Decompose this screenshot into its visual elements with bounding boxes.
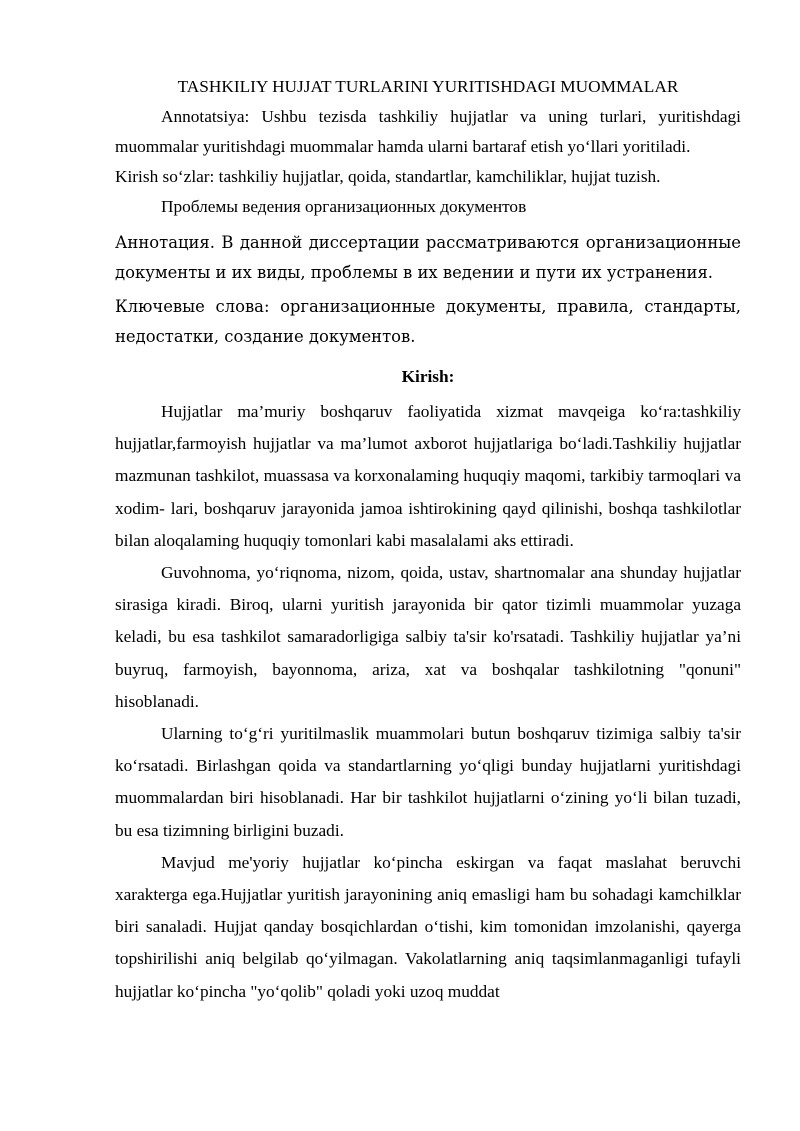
annotation-uz: Annotatsiya: Ushbu tezisda tashkiliy hujjatlar va uning turlari, yuritishdagi muommalar yuritishdagi muommalar hamda ularni bartaraf etish yo‘llari yoritiladi. — [115, 107, 741, 156]
body-paragraph-3: Ularning to‘g‘ri yuritilmaslik muammolari butun boshqaruv tizimiga salbiy ta'sir ko‘rsatadi. Birlashgan qoida va standartlarning yo‘qligi bunday hujjatlarni yuritishdagi muommalardan biri hisoblanadi. Har bir tashkilot hujjatlarni o‘zining yo‘li bilan tuzadi, bu esa tizimning birligini buzadi. — [115, 724, 741, 840]
body-paragraph-4: Mavjud me'yoriy hujjatlar ko‘pincha eskirgan va faqat maslahat beruvchi xarakterga ega.Hujjatlar yuritish jarayonining aniq emasligi ham bu sohadagi kamchilklar biri sanaladi. Hujjat qanday bosqichlardan o‘tishi, kim tomonidan imzolanishi, qayerga topshirilishi aniq belgilab qo‘yilmagan. Vakolatlarning aniq taqsimlanmaganligi tufayli hujjatlar ko‘pincha "yo‘qolib" qoladi yoki uzoq muddat — [115, 852, 741, 1001]
annotation-ru: Аннотация. В данной диссертации рассматриваются организационные документы и их виды, проблемы в их ведении и пути их устранения. — [115, 233, 741, 282]
body-paragraph-2: Guvohnoma, yo‘riqnoma, nizom, qoida, ustav, shartnomalar ana shunday hujjatlar sirasiga kiradi. Biroq, ularni yuritish jarayonida bir qator tizimli muammolar yuzaga keladi, bu esa tashkilot samaradorligiga salbiy ta'sir ko'rsatadi. Tashkiliy hujjatlar ya’ni buyruq, farmoyish, bayonnoma, ariza, xat va boshqalar tashkilotning "qonuni" hisoblanadi. — [115, 563, 741, 711]
intro-heading: Kirish: — [401, 367, 455, 386]
document-title: TASHKILIY HUJJAT TURLARINI YURITISHDAGI MUOMMALAR — [177, 77, 679, 96]
annotation-ru-block — [115, 228, 741, 352]
annotation-uz-block — [115, 102, 741, 222]
keywords-ru: Ключевые слова: организационные документы, правила, стандарты, недостатки, создание документов. — [115, 297, 741, 346]
keywords-uz: Kirish so‘zlar: tashkiliy hujjatlar, qoida, standartlar, kamchiliklar, hujjat tuzish. — [115, 167, 661, 186]
title-ru: Проблемы ведения организационных документов — [161, 197, 527, 216]
body-paragraph-1: Hujjatlar ma’muriy boshqaruv faoliyatida xizmat mavqeiga ko‘ra:tashkiliy hujjatlar,farmoyish hujjatlar va ma’lumot axborot hujjatlariga bo‘ladi.Tashkiliy hujjatlar mazmunan tashkilot, muassasa va korxonalaming huquqiy maqomi, tarkibiy tarmoqlari va xodim- lari, boshqaruv jarayonida jamoa ishtirokining qayd qilinishi, boshqa tashkilotlar bilan aloqalaming huquqiy tomonlari kabi masalalami aks ettiradi. — [115, 402, 741, 550]
body-text — [115, 396, 741, 1008]
intro-heading-wrap — [115, 362, 741, 392]
